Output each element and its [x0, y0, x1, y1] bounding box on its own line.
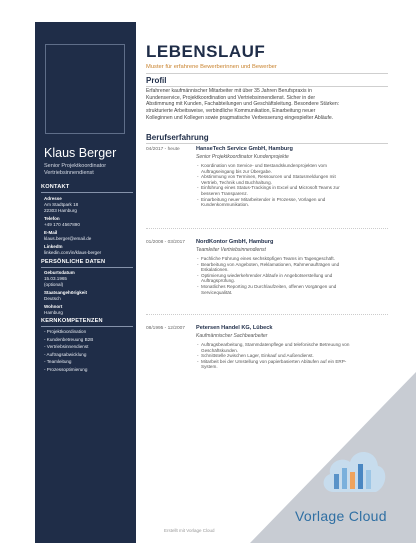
skill-item: - Teamleitung: [44, 359, 72, 364]
bullet-line: - Auftragsbearbeitung, Stammdatenpflege und telefonische Betreuung von: [201, 342, 350, 347]
job-company: NordKontor GmbH, Hamburg: [196, 239, 274, 245]
watermark-text: Vorlage Cloud: [295, 508, 387, 524]
linkedin-label: LinkedIn: [44, 244, 63, 249]
email-label: E-Mail: [44, 230, 58, 235]
skill-item: - Auftragsabwicklung: [44, 351, 87, 357]
bullet-line: - Fachliche Führung eines sechsköpfigen Teams im Tagesgeschäft.: [201, 256, 335, 261]
skill-item: - Prozessoptimierung: [44, 366, 88, 372]
profile-line: Kolleginnen und Kollegen sowie pragmatische Verbesserung eingespielter Abläufe.: [146, 114, 334, 121]
birth-line: 15.03.1965: [44, 276, 67, 281]
profile-line: strukturierte Arbeitsweise, verbindliche Kommunikation, Einarbeitung neuer: [146, 108, 316, 115]
linkedin-link[interactable]: linkedin.com/in/klaus-berger: [44, 250, 102, 255]
job-date: 01/2008 - 03/2017: [146, 240, 185, 245]
experience-heading: Berufserfahrung: [146, 133, 209, 142]
skill-item: - Kundenbetreuung B2B: [44, 336, 94, 342]
profile-line: Abstimmung mit Kunden, Fachabteilungen und Geschäftsleitung. Besondere Stärken:: [146, 101, 340, 108]
profile-line: Erfahrener kaufmännischer Mitarbeiter mit über 35 Jahren Berufspraxis in: [146, 88, 312, 94]
bullet-line: Servicequalität.: [201, 289, 233, 295]
personal-heading: PERSÖNLICHE DATEN: [41, 259, 133, 268]
bullet-line: - Einarbeitung neuer Mitarbeitender in Prozesse, Vorlagen und: [201, 196, 326, 202]
address-label: Adresse: [44, 196, 62, 201]
bullet-line: Kundenkommunikation.: [201, 202, 250, 208]
page-title: LEBENSLAUF: [146, 42, 266, 61]
bullet-line: besseren Transparenz.: [201, 190, 248, 196]
bullet-line: System.: [201, 364, 218, 370]
nationality-value: Deutsch: [44, 296, 61, 301]
residence-value: Hamburg: [44, 310, 63, 315]
bullet-line: Eskalationen.: [201, 267, 229, 273]
bullet-line: - Monatliches Reporting zu Durchlaufzeiten, offenen Vorgängen und: [201, 283, 337, 289]
profile-heading: Profil: [146, 76, 167, 85]
job-role: Kaufmännischer Sachbearbeiter: [196, 333, 268, 339]
profile-line: Kundenservice, Projektkoordination und Vertriebsinnendienst. Sicher in der: [146, 94, 316, 101]
bullet-line: Auftragsprüfung.: [201, 278, 235, 284]
bullet-line: - Koordination von Service- und Bestandskundenprojekten vom: [201, 163, 327, 168]
job-date: 08/1995 - 12/2007: [146, 326, 185, 331]
birth-label: Geburtsdatum: [44, 270, 75, 275]
footer-text: Erstellt mit Vorlage Cloud: [164, 528, 215, 533]
contact-heading: KONTAKT: [41, 184, 133, 193]
skill-item: - Projektkoordination: [44, 329, 87, 334]
skill-item: - Vertriebsinnendienst: [44, 344, 89, 349]
bullet-line: Auftragseingang bis zur Übergabe.: [201, 168, 272, 174]
job-company: Petersen Handel KG, Lübeck: [196, 325, 273, 331]
role-line: Senior Projektkoordinator: [44, 163, 107, 169]
bullet-line: - Optimierung wiederkehrender Abläufe in Angebotserstellung und: [201, 272, 333, 278]
cloud-logo-icon: [318, 434, 390, 500]
email-link[interactable]: klaus.berger@email.de: [44, 236, 92, 241]
address-line: Am Stadtpark 18: [44, 202, 79, 207]
job-role: Senior Projektkoordinator Kundenprojekte: [196, 154, 289, 160]
birth-line: (optional): [44, 282, 64, 287]
bullet-line: - Einführung eines Status-Trackings in Excel und Microsoft Teams zur: [201, 185, 340, 191]
bullet-line: - Bearbeitung von Angeboten, Reklamationen, Rahmenaufträgen und: [201, 261, 340, 267]
job-role: Teamleiter Vertriebsinnendienst: [196, 247, 266, 253]
bullet-line: - Mitarbeit bei der Umstellung von papierbasierten Abläufen auf ein ERP-: [201, 358, 347, 364]
role-line: Vertriebsinnendienst: [44, 170, 94, 176]
bullet-line: - Abstimmung von Terminen, Ressourcen und Statusmeldungen mit: [201, 174, 336, 180]
bullet-line: Vertrieb, Technik und Buchhaltung.: [201, 179, 272, 185]
nationality-label: Staatsangehörigkeit: [44, 290, 88, 295]
page-subtitle: Muster für erfahrene Bewerberinnen und Bewerber: [146, 64, 277, 70]
person-name: Klaus Berger: [44, 146, 117, 160]
bullet-line: Geschäftskunden.: [201, 347, 239, 353]
address-line: 22303 Hamburg: [44, 208, 77, 213]
bullet-line: - Schnittstelle zwischen Lager, Einkauf und Außendienst.: [201, 353, 314, 359]
job-date: 04/2017 - heute: [146, 147, 180, 152]
phone-value[interactable]: +49 170 4567890: [44, 222, 80, 227]
residence-label: Wohnort: [44, 304, 63, 309]
job-company: HanseTech Service GmbH, Hamburg: [196, 146, 293, 152]
skills-heading: KERNKOMPETENZEN: [41, 318, 133, 327]
phone-label: Telefon: [44, 216, 60, 221]
